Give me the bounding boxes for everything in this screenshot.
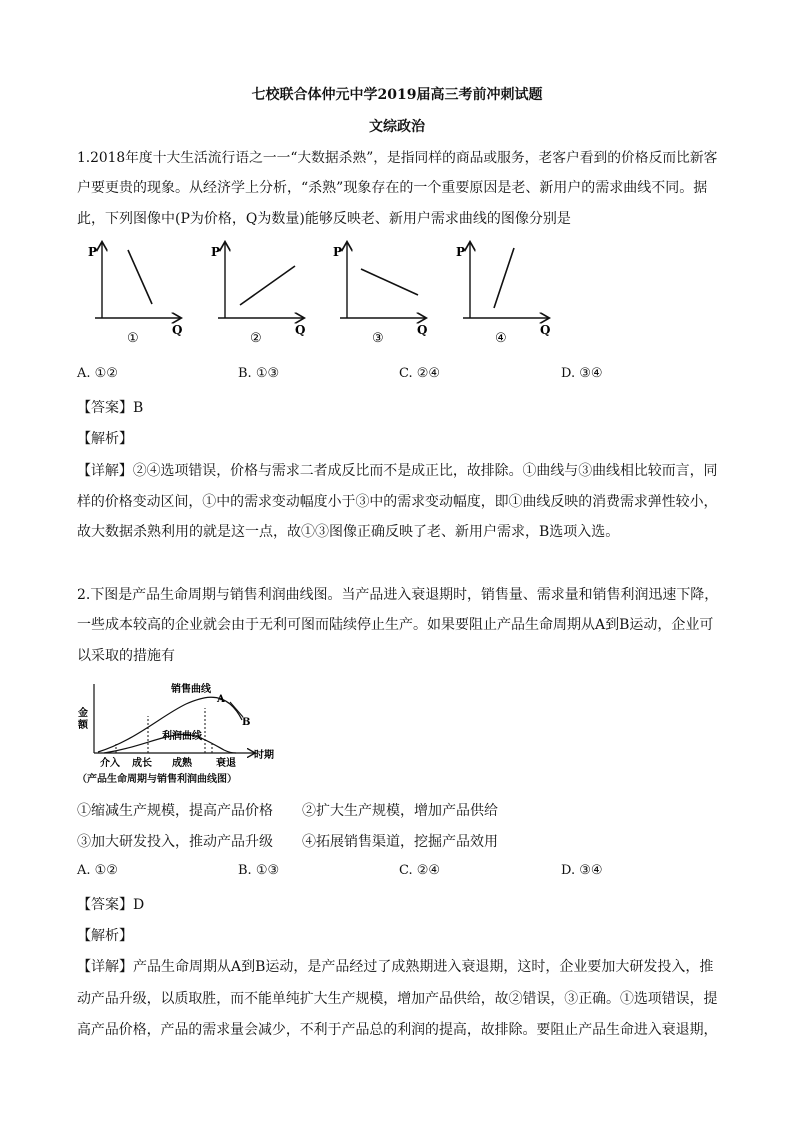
graph-1-x-label: Q	[172, 323, 183, 337]
y-axis-label-bottom: 额	[78, 720, 88, 731]
q1-option-b: B. ①③	[238, 366, 280, 381]
q2-answer: 【答案】D	[77, 897, 145, 913]
graph-4-x-label: Q	[540, 323, 551, 337]
q2-option-b: B. ①③	[238, 863, 280, 878]
q2-stem-line-1: 2.下图是产品生命周期与销售利润曲线图。当产品进入衰退期时，销售量、需求量和销售利润迅速下降，	[77, 587, 719, 603]
graph-1-y-label: P	[88, 245, 98, 259]
graph-2	[211, 243, 305, 346]
q1-option-d: D. ③④	[561, 366, 603, 381]
stage-decline: 衰退	[216, 758, 236, 768]
graph-4-number: ④	[495, 331, 507, 346]
graph-3	[333, 243, 427, 346]
q2-detail-line-1: 【详解】产品生命周期从A到B运动，是产品经过了成熟期进入衰退期，这时，企业要加大研发投入，推	[77, 959, 714, 975]
q1-stem-line-2: 户要更贵的现象。从经济学上分析，“杀熟”现象存在的一个重要原因是老、新用户的需求曲线不同。据	[77, 180, 708, 196]
graph-1-number: ①	[127, 331, 139, 346]
q1-detail-line-1: 【详解】②④选项错误，价格与需求二者成反比而不是成正比，故排除。①曲线与③曲线相比较而言，同	[77, 463, 718, 479]
q1-stem-line-1: 1.2018年度十大生活流行语之一一“大数据杀熟”，是指同样的商品或服务，老客户看到的价格反而比新客	[77, 150, 718, 166]
q2-stem-line-2: 一些成本较高的企业就会由于无利可图而陆续停止生产。如果要阻止产品生命周期从A到B运动，企业可	[77, 617, 714, 633]
q1-graphs	[80, 238, 560, 348]
point-a-label: A	[217, 694, 225, 705]
q1-option-c: C. ②④	[399, 366, 441, 381]
product-lifecycle-chart	[76, 678, 282, 768]
point-b-label: B	[242, 717, 251, 728]
q2-choice-4: ④拓展销售渠道，挖掘产品效用	[302, 834, 498, 850]
stage-growth: 成长	[132, 758, 152, 768]
q2-option-d: D. ③④	[561, 863, 603, 878]
stage-intro: 介入	[100, 758, 120, 768]
graph-3-y-label: P	[333, 245, 343, 259]
q2-stem-line-3: 以采取的措施有	[77, 648, 175, 664]
q2-analysis-label: 【解析】	[77, 928, 133, 944]
graph-4-y-label: P	[456, 245, 466, 259]
q1-detail-line-3: 故大数据杀熟利用的就是这一点，故①③图像正确反映了老、新用户需求，B选项入选。	[77, 524, 620, 540]
profit-curve-label: 利润曲线	[162, 731, 202, 742]
sales-curve	[98, 697, 242, 752]
graph-1	[88, 243, 182, 346]
q2-detail-line-2: 动产品升级，以质取胜，而不能单纯扩大生产规模，增加产品供给，故②错误，③正确。①选项错误，提	[77, 991, 718, 1007]
chart-caption: （产品生命周期与销售利润曲线图）	[77, 774, 237, 785]
q2-choice-2: ②扩大生产规模，增加产品供给	[302, 803, 498, 819]
q1-stem-line-3: 此，下列图像中(P为价格，Q为数量)能够反映老、新用户需求曲线的图像分别是	[77, 211, 571, 227]
q1-answer: 【答案】B	[77, 400, 144, 416]
graph-2-y-label: P	[211, 245, 221, 259]
x-axis-label: 时期	[254, 750, 274, 761]
graph-3-number: ③	[372, 331, 384, 346]
q1-option-a: A. ①②	[77, 366, 118, 381]
q2-choice-1: ①缩减生产规模，提高产品价格	[77, 803, 273, 819]
graph-4	[456, 243, 550, 346]
sales-curve-label: 销售曲线	[171, 684, 211, 695]
page-subtitle: 文综政治	[369, 119, 425, 135]
stage-maturity: 成熟	[172, 758, 192, 768]
q1-detail-line-2: 样的价格变动区间，①中的需求变动幅度小于③中的需求变动幅度，即①曲线反映的消费需求弹性较小，	[77, 494, 718, 510]
page-title: 七校联合体仲元中学2019届高三考前冲刺试题	[251, 87, 543, 103]
graph-2-number: ②	[250, 331, 262, 346]
q2-detail-line-3: 高产品价格，产品的需求量会减少，不利于产品总的利润的提高，故排除。要阻止产品生命进入衰退期，	[77, 1022, 718, 1038]
q2-choice-3: ③加大研发投入，推动产品升级	[77, 834, 273, 850]
graph-2-x-label: Q	[295, 323, 306, 337]
y-axis-label-top: 金	[78, 708, 88, 719]
graph-3-x-label: Q	[417, 323, 428, 337]
q2-option-c: C. ②④	[399, 863, 441, 878]
q2-option-a: A. ①②	[77, 863, 118, 878]
q1-analysis-label: 【解析】	[77, 431, 133, 447]
